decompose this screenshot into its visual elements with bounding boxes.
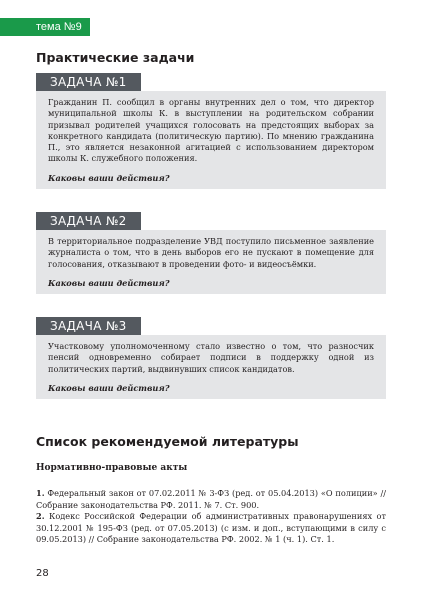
reference-text: Кодекс Российской Федерации об административных правонарушениях от 30.12.2001 № 195-ФЗ (ред. от 07.05.2013) (с изм. и доп., вступающими в силу с 09.05.2013) // Собрание законодательства РФ. 2002. № 1 (ч. 1). Ст. 1. — [36, 511, 386, 545]
task-text: В территориальное подразделение УВД поступило письменное заявление журналиста о том, что в день выборов его не пускают в помещение для голосования, отказывают в проведении фото- и видеосъёмки. — [48, 236, 374, 269]
task-text: Участковому уполномоченному стало известно о том, что разносчик пенсий одновременно собирает подписи в поддержку одной из политических партий, выдвинувших список кандидатов. — [48, 341, 374, 374]
task-body — [36, 230, 386, 294]
reference-item — [36, 488, 386, 511]
topic-tab: тема №9 — [0, 18, 90, 36]
page-number: 28 — [36, 568, 49, 579]
literature-section-title: Список рекомендуемой литературы — [36, 434, 299, 449]
reference-item — [36, 511, 386, 546]
task-label: ЗАДАЧА №1 — [36, 73, 141, 91]
literature-subtitle: Нормативно-правовые акты — [36, 463, 188, 473]
task-question: Каковы ваши действия? — [48, 277, 170, 288]
task-body — [36, 335, 386, 399]
task-text: Гражданин П. сообщил в органы внутренних дел о том, что директор муниципальной школы К. в выступлении на родительском собрании призывал родителей учащихся голосовать на предстоящих выборах за конкретного кандидата (политическую партию). По мнению гражданина П., это является незаконной агитацией с использованием директором школы К. служебного положения. — [48, 97, 374, 164]
practice-section-title: Практические задачи — [36, 50, 195, 65]
task-body — [36, 91, 386, 189]
task-label: ЗАДАЧА №3 — [36, 317, 141, 335]
reference-text: Федеральный закон от 07.02.2011 № 3-ФЗ (ред. от 05.04.2013) «О полиции» // Собрание законодательства РФ. 2011. № 7. Ст. 900. — [36, 488, 386, 510]
task-card-1 — [36, 71, 386, 189]
task-card-2 — [36, 210, 386, 294]
reference-number: 2. — [36, 511, 45, 522]
task-question: Каковы ваши действия? — [48, 172, 170, 183]
task-question: Каковы ваши действия? — [48, 382, 170, 393]
task-label: ЗАДАЧА №2 — [36, 212, 141, 230]
task-card-3 — [36, 315, 386, 399]
reference-number: 1. — [36, 488, 45, 498]
reference-list — [36, 488, 386, 546]
